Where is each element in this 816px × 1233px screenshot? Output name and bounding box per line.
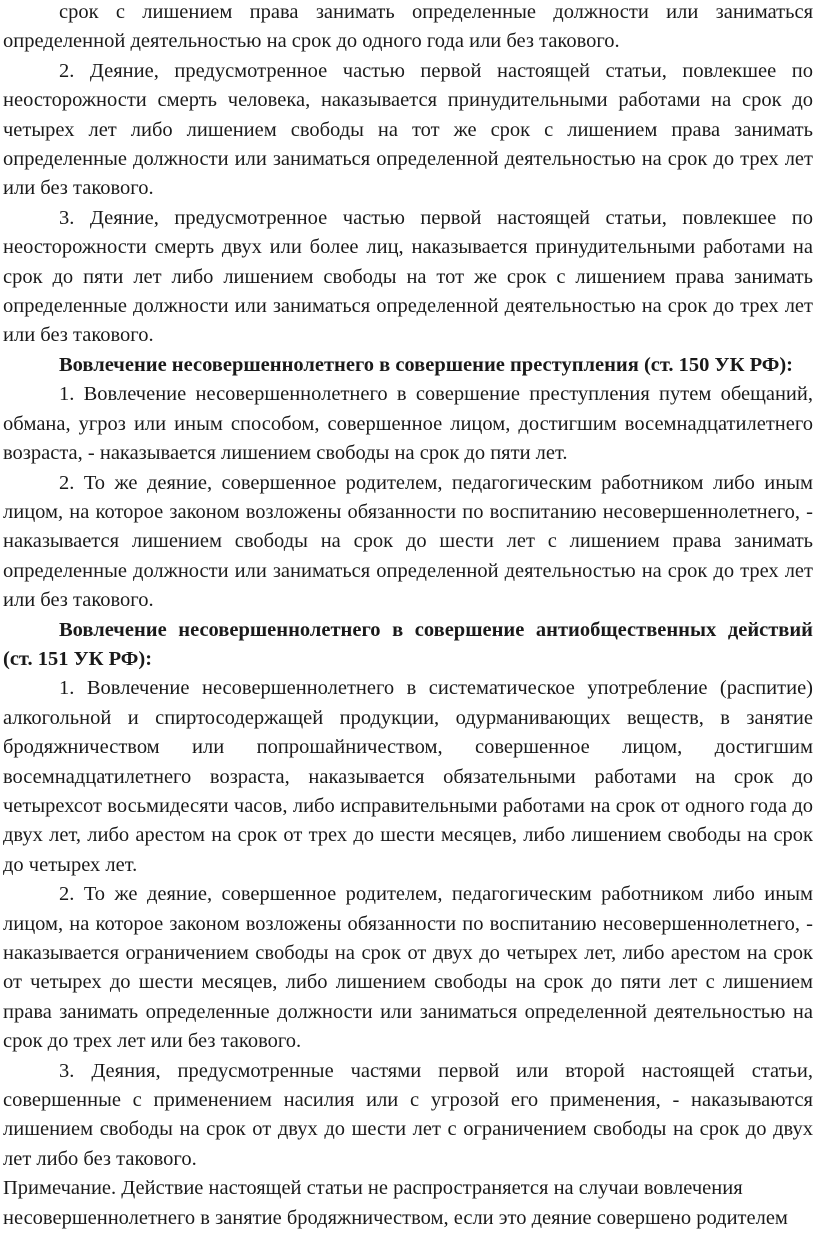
paragraph-art-151-part-2: 2. То же деяние, совершенное родителем, педагогическим работником либо иным лицом, на которое законом возложены обязанности по воспитанию несовершеннолетнего, - наказывается ограничением свободы на срок от двух до четырех лет, либо арестом на срок от четырех до шести месяцев, либо лишением свободы на срок до пяти лет с лишением права занимать определенные должности или заниматься определенной деятельностью на срок до трех лет или без такового. — [3, 883, 813, 1053]
heading-art-150: Вовлечение несовершеннолетнего в совершение преступления (ст. 150 УК РФ): — [59, 353, 794, 376]
document-page — [3, 0, 813, 1233]
note-paragraph: Примечание. Действие настоящей статьи не распространяется на случаи вовлечения несовершеннолетнего в занятие бродяжничеством, если это деяние совершено родителем — [3, 1177, 788, 1229]
paragraph-art-109-part-2: 2. Деяние, предусмотренное частью первой настоящей статьи, повлекшее по неосторожности смерть человека, наказывается принудительными работами на срок до четырех лет либо лишением свободы на тот же срок с лишением права занимать определенные должности или заниматься определенной деятельностью на срок до трех лет или без такового. — [3, 59, 813, 200]
paragraph-continuation: срок с лишением права занимать определенные должности или заниматься определенной деятельностью на срок до одного года или без такового. — [3, 1, 813, 53]
heading-art-151: Вовлечение несовершеннолетнего в совершение антиобщественных действий (ст. 151 УК РФ): — [3, 618, 813, 670]
paragraph-art-109-part-3: 3. Деяние, предусмотренное частью первой настоящей статьи, повлекшее по неосторожности смерть двух или более лиц, наказывается принудительными работами на срок до пяти лет либо лишением свободы на тот же срок с лишением права занимать определенные должности или заниматься определенной деятельностью на срок до трех лет или без такового. — [3, 206, 813, 347]
paragraph-art-150-part-2: 2. То же деяние, совершенное родителем, педагогическим работником либо иным лицом, на которое законом возложены обязанности по воспитанию несовершеннолетнего, - наказывается лишением свободы на срок до шести лет с лишением права занимать определенные должности или заниматься определенной деятельностью на срок до трех лет или без такового. — [3, 471, 813, 612]
paragraph-art-151-part-1: 1. Вовлечение несовершеннолетнего в систематическое употребление (распитие) алкогольной и спиртосодержащей продукции, одурманивающих веществ, в занятие бродяжничеством или попрошайничеством, совершенное лицом, достигшим восемнадцатилетнего возраста, наказывается обязательными работами на срок до четырехсот восьмидесяти часов, либо исправительными работами на срок от одного года до двух лет, либо арестом на срок от трех до шести месяцев, либо лишением свободы на срок до четырех лет. — [3, 677, 813, 876]
paragraph-art-150-part-1: 1. Вовлечение несовершеннолетнего в совершение преступления путем обещаний, обмана, угроз или иным способом, совершенное лицом, достигшим восемнадцатилетнего возраста, - наказывается лишением свободы на срок до пяти лет. — [3, 383, 813, 465]
paragraph-art-151-part-3: 3. Деяния, предусмотренные частями первой или второй настоящей статьи, совершенные с применением насилия или с угрозой его применения, - наказываются лишением свободы на срок от двух до шести лет с ограничением свободы на срок до двух лет либо без такового. — [3, 1059, 813, 1170]
